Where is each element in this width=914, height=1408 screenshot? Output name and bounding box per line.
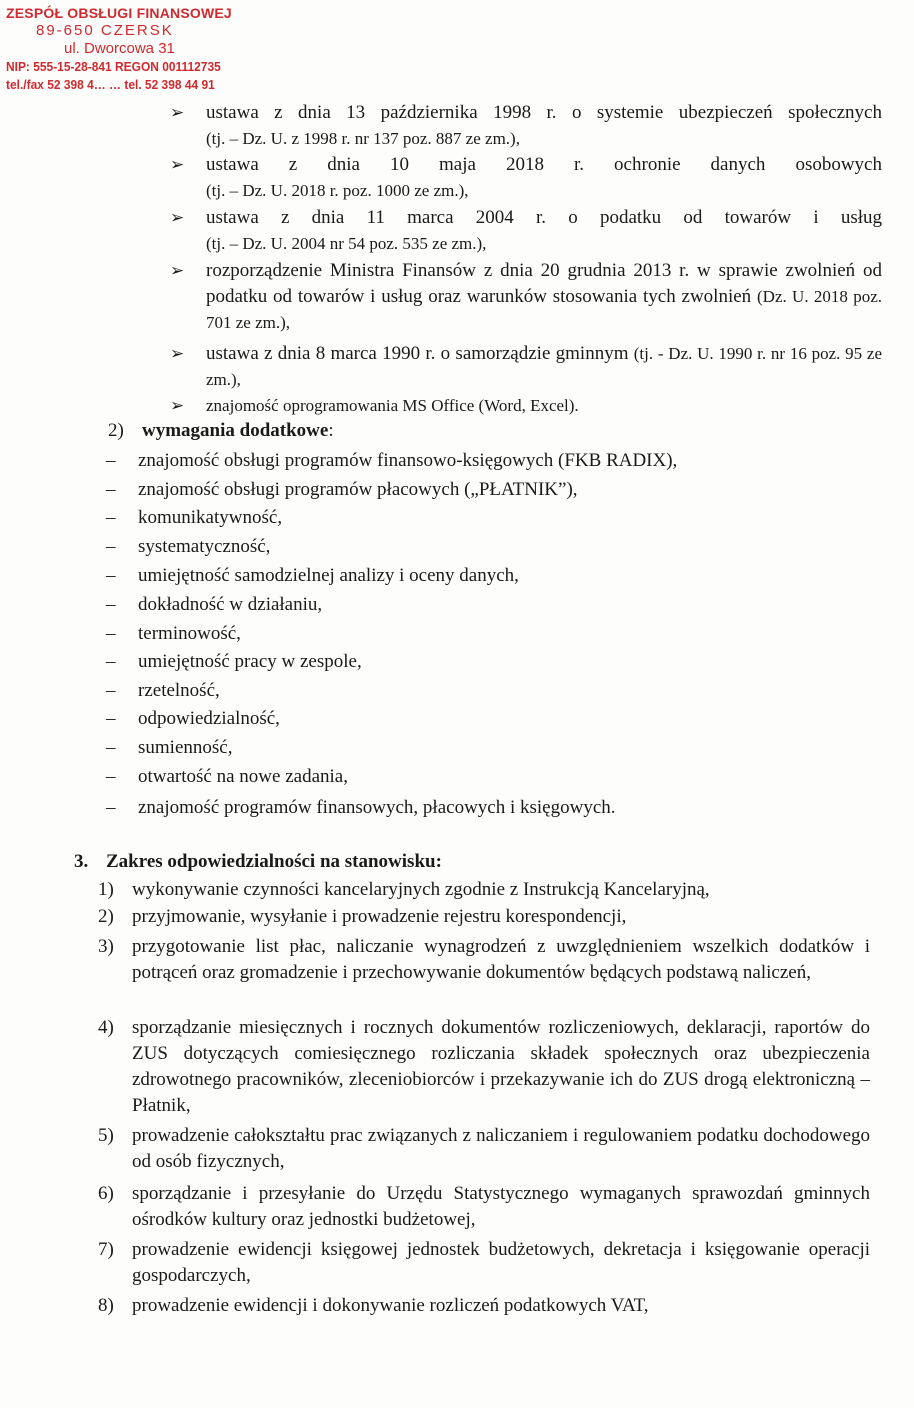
responsibility-text: prowadzenie ewidencji księgowej jednostek budżetowych, dekretacja i księgowanie operacji gospodarczych, [132,1239,870,1286]
stamp-company-name: ZESPÓŁ OBSŁUGI FINANSOWEJ [6,5,232,21]
dash-bullet-icon: – [106,536,116,557]
law-citation: (tj. - Dz. U. 1990 r. nr 16 poz. 95 ze zm.), [206,344,883,389]
law-item [170,205,882,257]
arrow-bullet-icon: ➢ [170,155,185,175]
requirement-item [106,534,866,560]
requirement-item [106,735,866,761]
list-number: 7) [98,1239,114,1260]
list-number: 5) [98,1125,114,1146]
requirement-item [106,764,866,790]
responsibility-item [98,877,870,903]
requirement-item [106,448,866,474]
stamp-phone: tel./fax 52 398 4… … tel. 52 398 44 91 [6,77,215,92]
responsibility-item [98,934,870,986]
list-number: 3) [98,936,114,957]
responsibility-item [98,1237,870,1289]
responsibility-item [98,1181,870,1233]
requirement-item [106,678,866,704]
additional-requirements-heading [108,418,880,444]
list-number: 1) [98,879,114,900]
dash-bullet-icon: – [106,737,116,758]
requirement-text: komunikatywność, [138,507,283,528]
law-item [170,100,882,152]
additional-requirements-label: wymagania dodatkowe [142,420,329,441]
dash-bullet-icon: – [106,450,116,471]
stamp-street: ul. Dworcowa 31 [64,40,175,57]
responsibility-text: prowadzenie całokształtu prac związanych z naliczaniem i regulowaniem podatku dochodowego od osób fizycznych, [132,1125,870,1172]
requirement-text: znajomość obsługi programów finansowo-księgowych (FKB RADIX), [138,450,678,471]
arrow-bullet-icon: ➢ [170,103,185,123]
dash-bullet-icon: – [106,708,116,729]
responsibility-text: wykonywanie czynności kancelaryjnych zgodnie z Instrukcją Kancelaryjną, [132,879,710,900]
arrow-bullet-icon: ➢ [170,396,185,416]
dash-bullet-icon: – [106,594,116,615]
arrow-bullet-icon: ➢ [170,344,185,364]
requirement-text: sumienność, [138,737,233,758]
responsibility-text: sporządzanie miesięcznych i rocznych dokumentów rozliczeniowych, deklaracji, raportów do ZUS dotyczących comiesięcznego rozliczania składek społecznych oraz ubezpieczenia zdrowotnego pracowników, zleceniobiorców i przekazywanie ich do ZUS drogą elektroniczną – Płatnik, [132,1017,870,1116]
requirement-text: otwartość na nowe zadania, [138,766,348,787]
requirement-text: znajomość obsługi programów płacowych („PŁATNIK”), [138,479,578,500]
law-text-wrap [206,341,882,393]
law-citation: (tj. – Dz. U. z 1998 r. nr 137 poz. 887 ze zm.), [206,129,520,148]
responsibility-text: sporządzanie i przesyłanie do Urzędu Statystycznego wymaganych sprawozdań gminnych ośrodków kultury oraz jednostki budżetowej, [132,1183,870,1230]
section-number: 3. [74,851,89,872]
requirement-item [106,505,866,531]
law-item [170,341,882,393]
dash-bullet-icon: – [106,797,116,818]
requirement-text: dokładność w działaniu, [138,594,323,615]
dash-bullet-icon: – [106,651,116,672]
dash-bullet-icon: – [106,479,116,500]
stamp-tax-ids: NIP: 555-15-28-841 REGON 001112735 [6,59,221,74]
law-citation: (tj. – Dz. U. 2018 r. poz. 1000 ze zm.), [206,181,469,200]
responsibility-item [98,904,870,930]
requirement-item [106,563,866,589]
list-number: 2) [98,906,114,927]
requirement-item [106,795,866,821]
requirement-item [106,649,866,675]
requirement-text: odpowiedzialność, [138,708,280,729]
heading-colon: : [328,420,334,441]
requirement-text: systematyczność, [138,536,271,557]
list-number: 2) [108,420,124,441]
arrow-bullet-icon: ➢ [170,208,185,228]
law-text: ustawa z dnia 10 maja 2018 r. ochronie danych osobowych [206,154,882,175]
law-item [170,393,882,419]
responsibility-item [98,1015,870,1119]
dash-bullet-icon: – [106,507,116,528]
requirement-text: rzetelność, [138,680,220,701]
list-number: 6) [98,1183,114,1204]
company-stamp [6,4,246,94]
law-text: znajomość oprogramowania MS Office (Word, Excel). [206,396,579,415]
responsibility-item [98,1123,870,1175]
law-text: rozporządzenie Ministra Finansów z dnia 20 grudnia 2013 r. w sprawie zwolnień od podatku od towarów i usług oraz warunków stosowania tych zwolnień [206,260,882,307]
law-item [170,258,882,336]
requirement-text: znajomość programów finansowych, płacowych i księgowych. [138,797,616,818]
law-text: ustawa z dnia 8 marca 1990 r. o samorządzie gminnym [206,343,629,364]
requirement-text: terminowość, [138,623,241,644]
law-citation: (tj. – Dz. U. 2004 nr 54 poz. 535 ze zm.), [206,234,487,253]
requirement-text: umiejętność samodzielnej analizy i oceny danych, [138,565,519,586]
law-text-wrap [206,258,882,336]
dash-bullet-icon: – [106,680,116,701]
list-number: 4) [98,1017,114,1038]
list-number: 8) [98,1295,114,1316]
responsibility-text: przyjmowanie, wysyłanie i prowadzenie rejestru korespondencji, [132,906,627,927]
dash-bullet-icon: – [106,766,116,787]
requirement-item [106,706,866,732]
dash-bullet-icon: – [106,623,116,644]
law-citation: (Dz. U. 2018 poz. 701 ze zm.), [206,287,883,332]
responsibility-item [98,1293,870,1319]
law-item [170,152,882,204]
responsibility-text: przygotowanie list płac, naliczanie wynagrodzeń z uwzględnieniem wszelkich dodatków i potrąceń oraz gromadzenie i przechowywanie dokumentów będących podstawą naliczeń, [132,936,870,983]
section-title: Zakres odpowiedzialności na stanowisku: [106,851,442,872]
stamp-postal-city: 89-650 CZERSK [36,22,174,39]
requirement-item [106,477,866,503]
law-text: ustawa z dnia 13 października 1998 r. o systemie ubezpieczeń społecznych [206,102,882,123]
requirement-text: umiejętność pracy w zespole, [138,651,362,672]
requirement-item [106,621,866,647]
law-text: ustawa z dnia 11 marca 2004 r. o podatku od towarów i usług [206,207,882,228]
section-3-heading [74,849,442,875]
dash-bullet-icon: – [106,565,116,586]
requirement-item [106,592,866,618]
arrow-bullet-icon: ➢ [170,261,185,281]
responsibility-text: prowadzenie ewidencji i dokonywanie rozliczeń podatkowych VAT, [132,1295,649,1316]
